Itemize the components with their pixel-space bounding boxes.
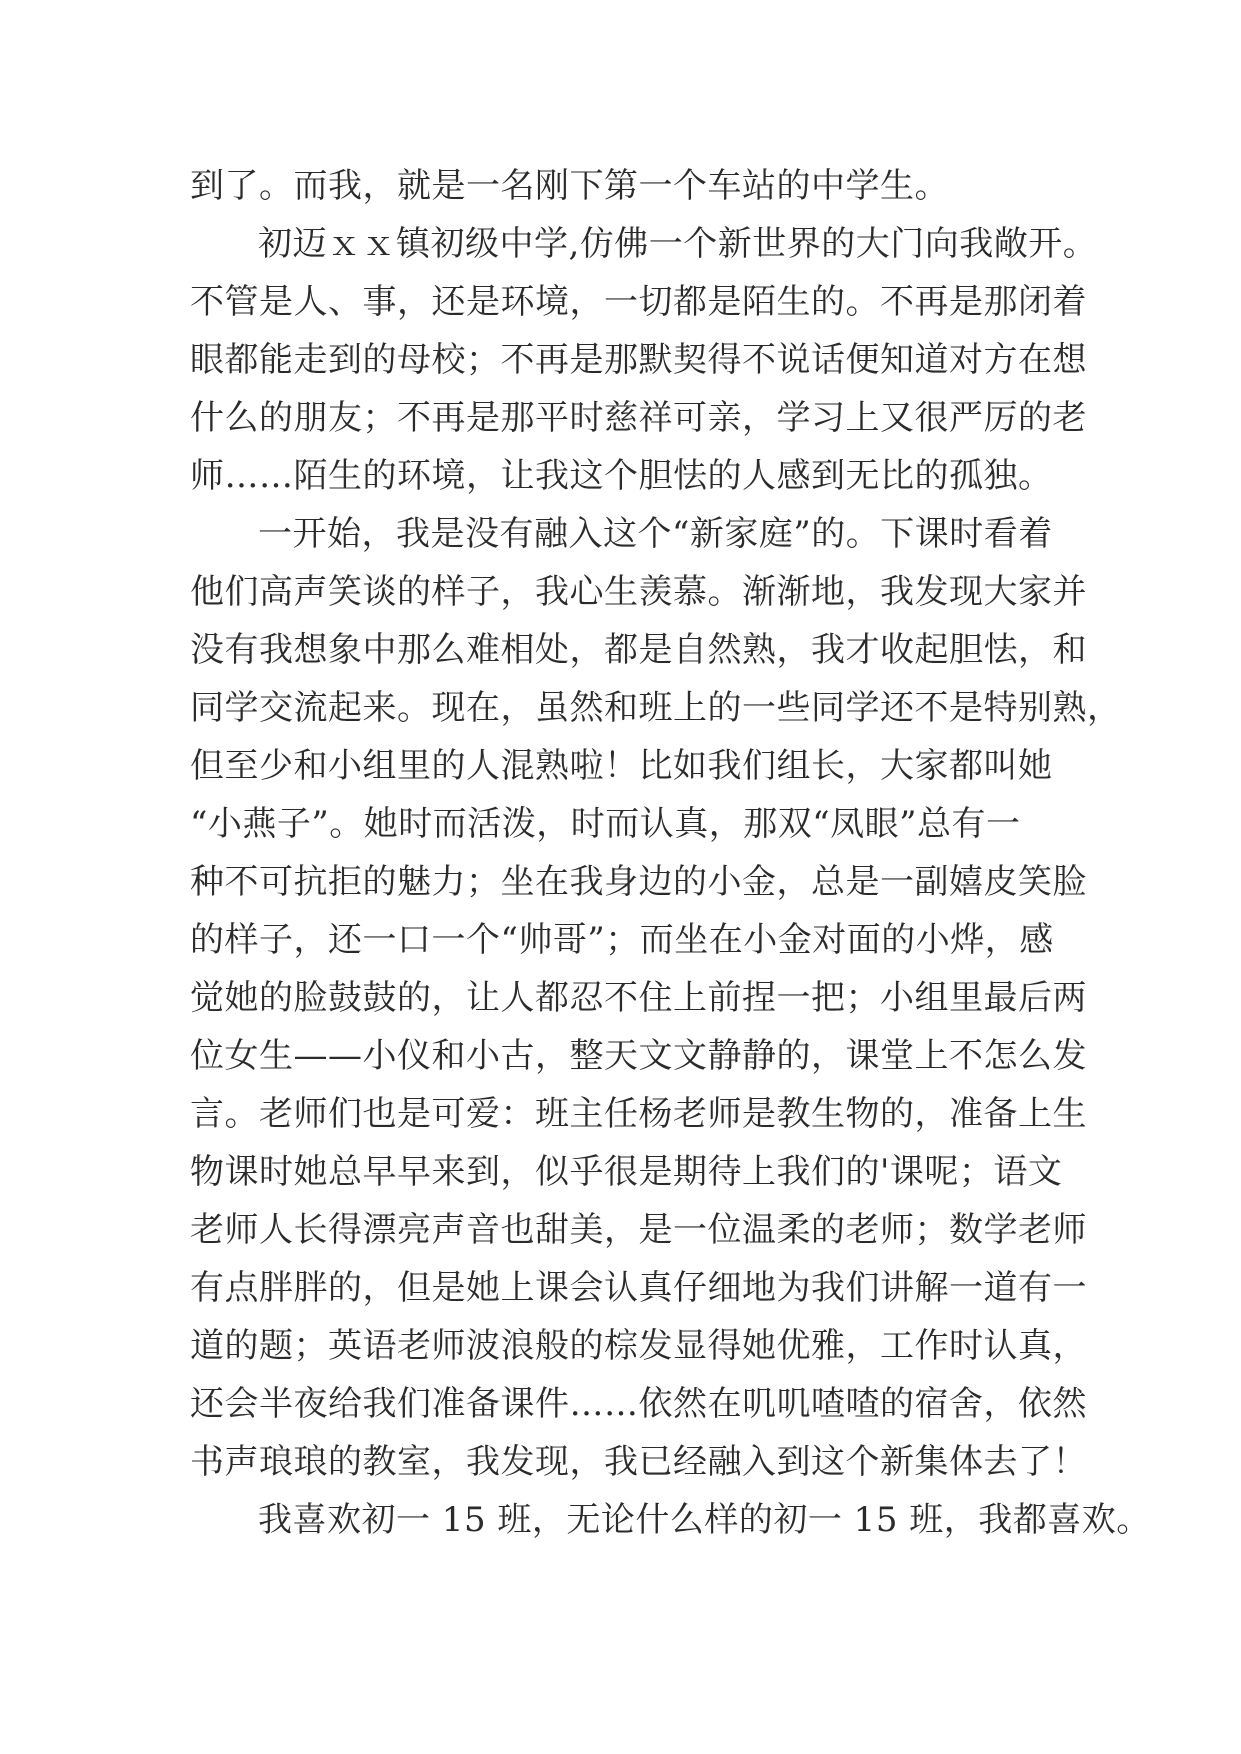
paragraph-start-line: 我喜欢初一 15 班，无论什么样的初一 15 班，我都喜欢。 — [258, 1500, 1151, 1540]
text-line: 还会半夜给我们准备课件……依然在叽叽喳喳的宿舍，依然 — [190, 1384, 1087, 1424]
text-line: 什么的朋友；不再是那平时慈祥可亲，学习上又很严厉的老 — [190, 398, 1087, 438]
text-line: “小燕子”。她时而活泼，时而认真，那双“凤眼”总有一 — [190, 804, 1021, 844]
text-line: 觉她的脸鼓鼓的，让人都忍不住上前捏一把；小组里最后两 — [190, 978, 1087, 1018]
text-line: 位女生——小仪和小古，整天文文静静的，课堂上不怎么发 — [190, 1036, 1087, 1076]
paragraph-start-line: 初迈ｘｘ镇初级中学,仿佛一个新世界的大门向我敞开。 — [258, 224, 1098, 264]
paragraph-start-line: 一开始，我是没有融入这个“新家庭”的。下课时看着 — [258, 514, 1053, 554]
text-line: 老师人长得漂亮声音也甜美，是一位温柔的老师；数学老师 — [190, 1210, 1087, 1250]
text-line: 到了。而我，就是一名刚下第一个车站的中学生。 — [190, 166, 949, 206]
text-line: 他们高声笑谈的样子，我心生羡慕。渐渐地，我发现大家并 — [190, 572, 1087, 612]
text-line: 但至少和小组里的人混熟啦！比如我们组长，大家都叫她 — [190, 746, 1053, 786]
text-line: 师……陌生的环境，让我这个胆怯的人感到无比的孤独。 — [190, 456, 1053, 496]
text-line: 的样子，还一口一个“帅哥”；而坐在小金对面的小烨，感 — [190, 920, 1054, 960]
essay-body — [190, 157, 1151, 1549]
text-line: 没有我想象中那么难相处，都是自然熟，我才收起胆怯，和 — [190, 630, 1087, 670]
text-line: 书声琅琅的教室，我发现，我已经融入到这个新集体去了！ — [190, 1442, 1087, 1482]
text-line: 物课时她总早早来到，似乎很是期待上我们的'课呢；语文 — [190, 1152, 1063, 1192]
text-line: 言。老师们也是可爱：班主任杨老师是教生物的，准备上生 — [190, 1094, 1087, 1134]
text-line: 眼都能走到的母校；不再是那默契得不说话便知道对方在想 — [190, 340, 1087, 380]
text-line: 种不可抗拒的魅力；坐在我身边的小金，总是一副嬉皮笑脸 — [190, 862, 1087, 902]
text-line: 同学交流起来。现在，虽然和班上的一些同学还不是特别熟， — [190, 688, 1122, 728]
text-line: 有点胖胖的，但是她上课会认真仔细地为我们讲解一道有一 — [190, 1268, 1087, 1308]
text-line: 道的题；英语老师波浪般的棕发显得她优雅，工作时认真， — [190, 1326, 1087, 1366]
text-line: 不管是人、事，还是环境，一切都是陌生的。不再是那闭着 — [190, 282, 1087, 322]
